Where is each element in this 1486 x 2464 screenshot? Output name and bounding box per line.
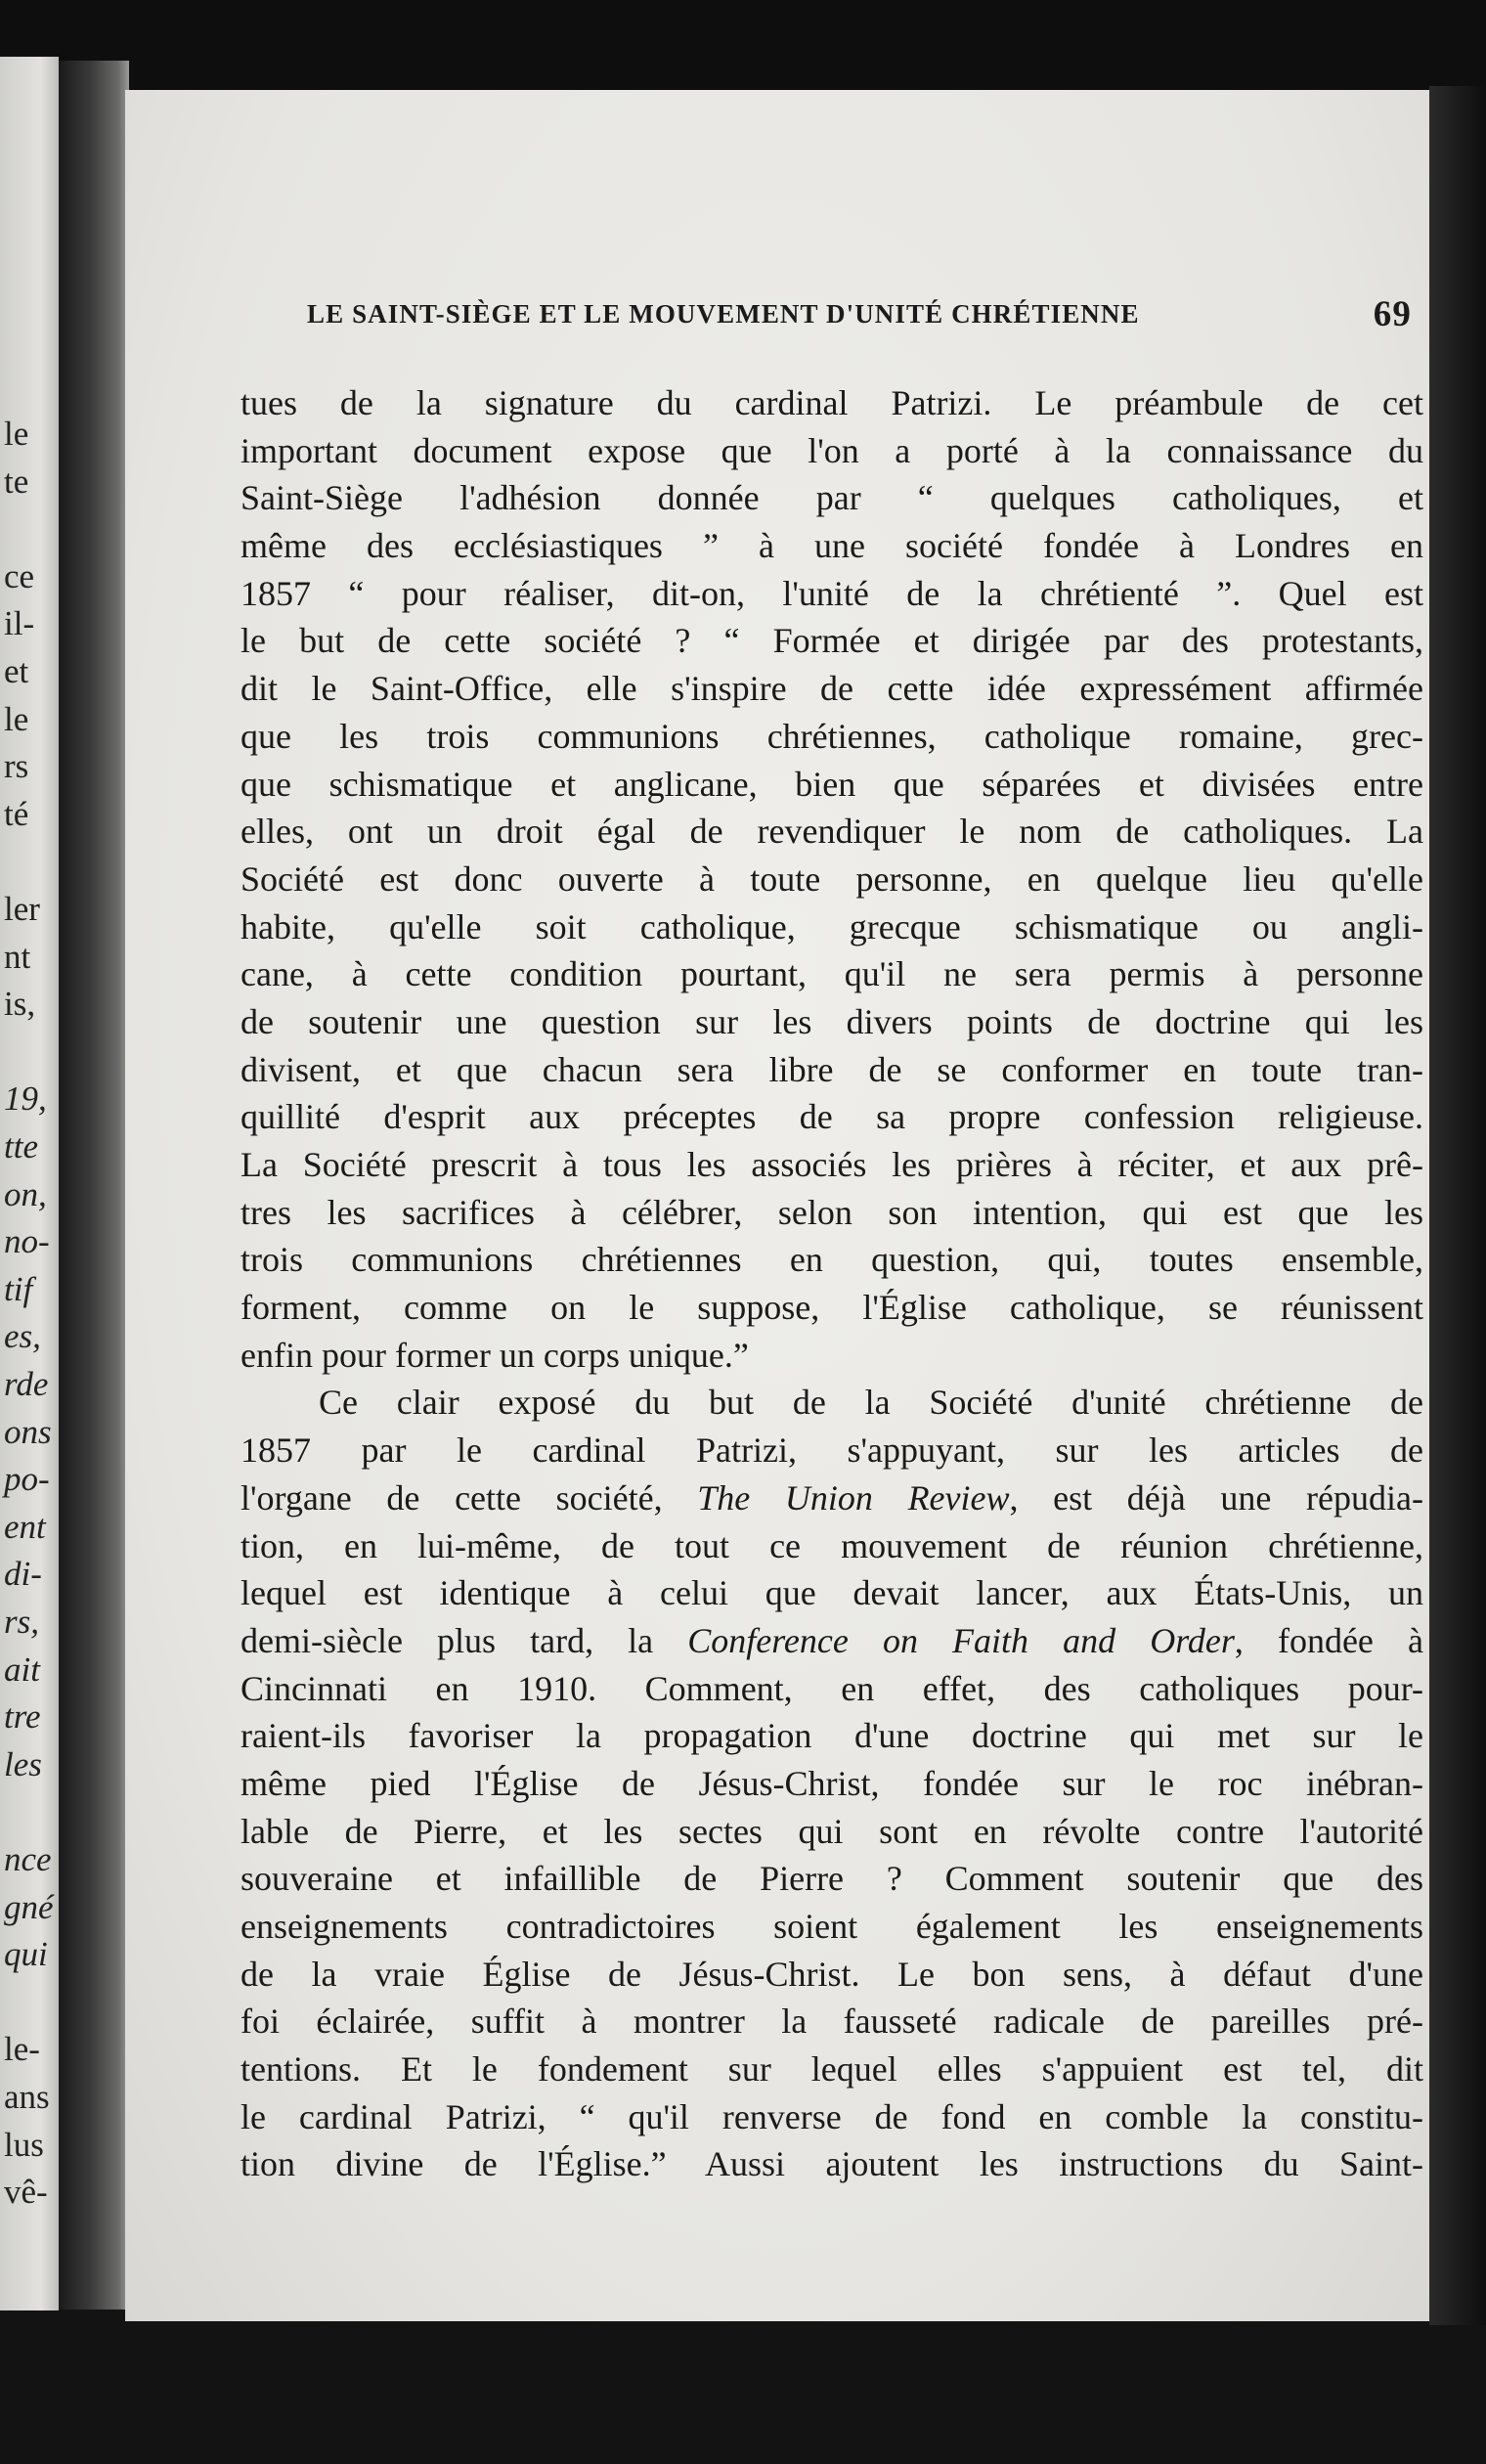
- text-run: dit le Saint-Office, elle s'inspire de cette idée expressément affirmée: [240, 669, 1423, 709]
- running-title: LE SAINT-SIÈGE ET LE MOUVEMENT D'UNITÉ CHRÉTIENNE: [307, 299, 1140, 329]
- text-run: demi-siècle plus tard, la: [240, 1620, 688, 1660]
- scan-background-right: [1429, 86, 1486, 2325]
- facing-page-fragment: is,: [4, 985, 36, 1024]
- text-line: [240, 1998, 1423, 2046]
- text-run: important document expose que l'on a porté à la connaissance du: [240, 430, 1423, 470]
- text-run: forment, comme on le suppose, l'Église catholique, se réunissent: [240, 1288, 1423, 1328]
- text-run: quillité d'esprit aux préceptes de sa propre confession religieuse.: [240, 1097, 1423, 1137]
- book-gutter: [59, 61, 129, 2310]
- text-line: [240, 1617, 1423, 1665]
- scan-background-top: [0, 0, 1486, 93]
- text-line: [240, 713, 1423, 761]
- text-line: [240, 998, 1423, 1046]
- facing-page-fragment: ce: [4, 556, 35, 595]
- facing-page-fragment: rs,: [4, 1603, 39, 1641]
- text-line: [240, 1046, 1423, 1094]
- text-run: tres les sacrifices à célébrer, selon son intention, qui est que les: [240, 1192, 1423, 1232]
- text-line: [240, 1332, 1423, 1380]
- running-header: [307, 293, 1412, 332]
- facing-page-fragment: on,: [4, 1174, 47, 1213]
- text-run: enfin pour former un corps unique.”: [240, 1335, 749, 1375]
- text-run: La Société prescrit à tous les associés les prières à réciter, et aux prê-: [240, 1145, 1423, 1184]
- facing-page-fragment: te: [4, 462, 29, 501]
- text-line: [240, 1712, 1423, 1760]
- text-line: [240, 1569, 1423, 1617]
- facing-page-fragment: 19,: [4, 1079, 47, 1119]
- text-run: souveraine et infaillible de Pierre ? Comment soutenir que des: [240, 1859, 1423, 1899]
- text-run: foi éclairée, suffit à montrer la fausseté radicale de pareilles pré-: [240, 2002, 1423, 2042]
- facing-page-fragment: no-: [4, 1222, 50, 1261]
- facing-page-fragment: ent: [4, 1507, 46, 1546]
- facing-page-fragment: ler: [4, 890, 40, 928]
- text-line: [240, 617, 1423, 665]
- body-text: [240, 379, 1423, 2188]
- text-run: tion, en lui-même, de tout ce mouvement de réunion chrétienne,: [240, 1525, 1423, 1565]
- italic-title: The Union Review: [697, 1477, 1010, 1518]
- facing-page-fragment: qui: [4, 1935, 48, 1974]
- text-line: [240, 474, 1423, 522]
- text-run: le cardinal Patrizi, “ qu'il renverse de fond en comble la constitu-: [240, 2096, 1423, 2136]
- text-line: [240, 1855, 1423, 1903]
- facing-page-fragment: té: [4, 794, 29, 833]
- text-run: Cincinnati en 1910. Comment, en effet, des catholiques pour-: [240, 1668, 1423, 1708]
- facing-page-fragment: vê-: [4, 2173, 48, 2212]
- text-line: [240, 1665, 1423, 1713]
- text-run: trois communions chrétiennes en question, qui, toutes ensemble,: [240, 1240, 1423, 1280]
- facing-page-fragment: le: [4, 699, 29, 738]
- text-line: [240, 1379, 1423, 1427]
- text-line: [240, 665, 1423, 713]
- facing-page-fragment: po-: [4, 1460, 50, 1499]
- text-line: [240, 570, 1423, 618]
- text-run: de la vraie Église de Jésus-Christ. Le bon sens, à défaut d'une: [240, 1954, 1423, 1994]
- text-run: même des ecclésiastiques ” à une société fondée à Londres en: [240, 526, 1423, 566]
- text-run: le but de cette société ? “ Formée et dirigée par des protestants,: [240, 621, 1423, 661]
- facing-page-fragment: es,: [4, 1317, 41, 1356]
- text-run: Saint-Siège l'adhésion donnée par “ quelques catholiques, et: [240, 478, 1423, 518]
- facing-page-edge: [0, 57, 59, 2310]
- text-line: [240, 761, 1423, 809]
- text-line: [240, 1522, 1423, 1570]
- text-run: , fondée à: [1234, 1620, 1423, 1660]
- text-run: tion divine de l'Église.” Aussi ajoutent les instructions du Saint-: [240, 2144, 1423, 2184]
- book-page: [125, 90, 1430, 2321]
- text-line: [240, 950, 1423, 998]
- text-run: divisent, et que chacun sera libre de se conformer en toute tran-: [240, 1049, 1423, 1089]
- text-line: [240, 1093, 1423, 1141]
- text-run: tues de la signature du cardinal Patrizi. Le préambule de cet: [240, 383, 1423, 422]
- text-run: 1857 par le cardinal Patrizi, s'appuyant, sur les articles de: [240, 1430, 1423, 1471]
- text-run: tentions. Et le fondement sur lequel elles s'appuient est tel, dit: [240, 2049, 1423, 2090]
- facing-page-fragment: ans: [4, 2078, 50, 2116]
- text-line: [240, 522, 1423, 570]
- text-run: cane, à cette condition pourtant, qu'il ne sera permis à personne: [240, 954, 1423, 994]
- text-line: [240, 1903, 1423, 1951]
- facing-page-fragment: rde: [4, 1365, 49, 1403]
- text-line: [240, 1236, 1423, 1284]
- facing-page-fragment: le: [4, 415, 29, 453]
- text-line: [240, 808, 1423, 856]
- facing-page-fragment: le-: [4, 2030, 40, 2069]
- facing-page-fragment: di-: [4, 1555, 42, 1594]
- facing-page-fragment: tte: [4, 1127, 38, 1166]
- text-run: Ce clair exposé du but de la Société d'unité chrétienne de: [319, 1383, 1423, 1423]
- facing-page-fragment: il-: [4, 604, 35, 643]
- text-line: [240, 2093, 1423, 2141]
- text-run: que les trois communions chrétiennes, catholique romaine, grec-: [240, 716, 1423, 756]
- facing-page-fragment: rs: [4, 747, 29, 786]
- facing-page-fragment: les: [4, 1744, 42, 1783]
- text-run: , est déjà une répudia-: [1009, 1477, 1423, 1518]
- text-line: [240, 903, 1423, 951]
- text-run: lable de Pierre, et les sectes qui sont en révolte contre l'autorité: [240, 1811, 1423, 1851]
- text-line: [240, 1284, 1423, 1332]
- text-line: [240, 1141, 1423, 1189]
- text-line: [240, 1474, 1423, 1522]
- text-run: habite, qu'elle soit catholique, grecque schismatique ou angli-: [240, 906, 1423, 946]
- facing-page-fragment: gné: [4, 1887, 54, 1926]
- page-number: 69: [1373, 294, 1412, 334]
- text-run: enseignements contradictoires soient également les enseignements: [240, 1907, 1423, 1946]
- text-line: [240, 1808, 1423, 1856]
- text-line: [240, 427, 1423, 475]
- text-run: 1857 “ pour réaliser, dit-on, l'unité de la chrétienté ”. Quel est: [240, 573, 1423, 613]
- facing-page-fragment: tre: [4, 1697, 41, 1737]
- facing-page-fragment: nt: [4, 937, 31, 976]
- text-run: Société est donc ouverte à toute personne, en quelque lieu qu'elle: [240, 858, 1423, 899]
- text-line: [240, 379, 1423, 427]
- text-line: [240, 856, 1423, 903]
- text-line: [240, 2046, 1423, 2093]
- text-run: même pied l'Église de Jésus-Christ, fondée sur le roc inébran-: [240, 1763, 1423, 1803]
- italic-title: Conference on Faith and Order: [687, 1620, 1235, 1660]
- facing-page-fragment: nce: [4, 1840, 52, 1878]
- text-run: raient-ils favoriser la propagation d'une doctrine qui met sur le: [240, 1716, 1423, 1756]
- facing-page-fragment: ons: [4, 1412, 52, 1451]
- text-run: l'organe de cette société,: [240, 1477, 698, 1518]
- facing-page-fragment: ait: [4, 1650, 40, 1689]
- text-line: [240, 2140, 1423, 2188]
- text-run: elles, ont un droit égal de revendiquer le nom de catholiques. La: [240, 812, 1423, 852]
- text-line: [240, 1951, 1423, 1999]
- facing-page-fragment: lus: [4, 2125, 44, 2164]
- text-line: [240, 1189, 1423, 1237]
- text-run: que schismatique et anglicane, bien que séparées et divisées entre: [240, 764, 1423, 804]
- text-line: [240, 1760, 1423, 1808]
- text-run: lequel est identique à celui que devait lancer, aux États-Unis, un: [240, 1573, 1423, 1613]
- facing-page-fragment: tif: [4, 1269, 33, 1308]
- text-run: de soutenir une question sur les divers points de doctrine qui les: [240, 1001, 1423, 1041]
- facing-page-fragment: et: [4, 652, 29, 690]
- text-line: [240, 1427, 1423, 1474]
